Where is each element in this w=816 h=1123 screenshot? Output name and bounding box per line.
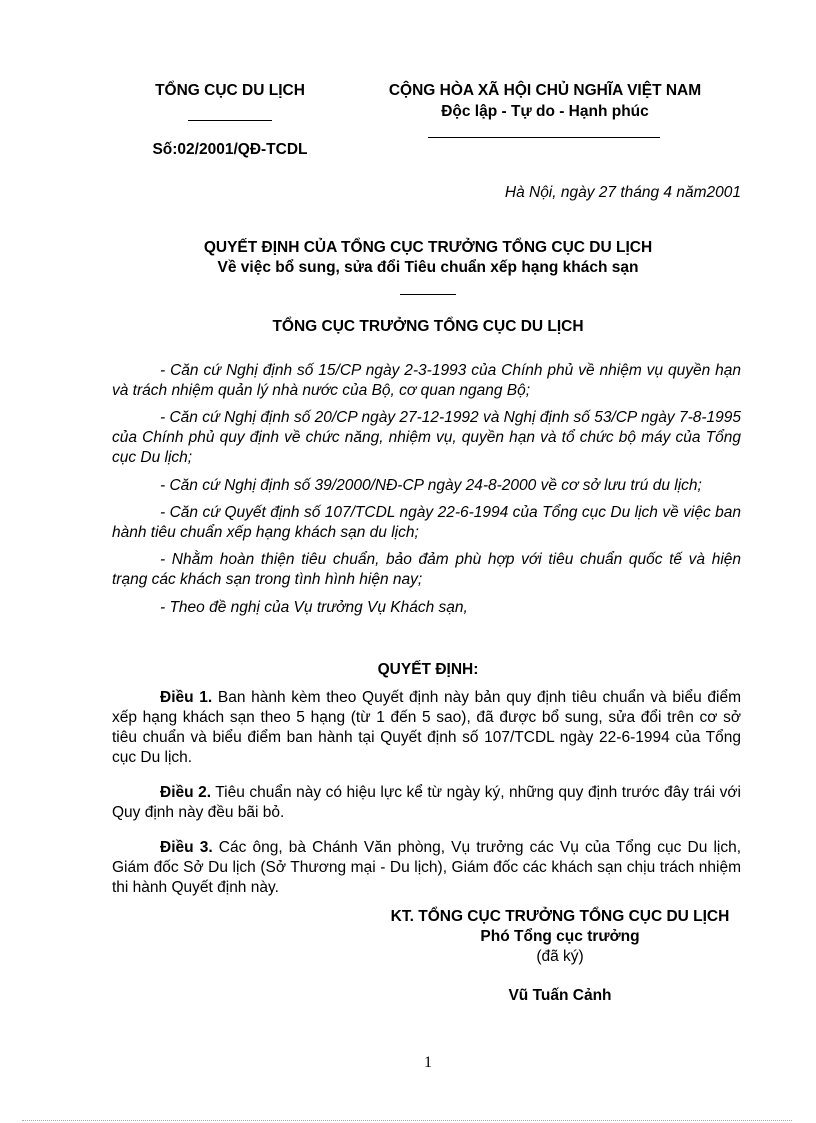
country-name: CỘNG HÒA XÃ HỘI CHỦ NGHĨA VIỆT NAM [388, 82, 702, 99]
basis-item: - Căn cứ Nghị định số 15/CP ngày 2-3-1993 của Chính phủ về nhiệm vụ quyền hạn và trách nhiệm quản lý nhà nước của Bộ, cơ quan ngang Bộ; [112, 362, 741, 399]
article-text: Ban hành kèm theo Quyết định này bản quy định tiêu chuẩn và biểu điểm xếp hạng khách sạn theo 5 hạng (từ 1 đến 5 sao), đã được bổ sung, sửa đổi trên cơ sở tiêu chuẩn và biểu điểm ban hành tại Quyết định số 107/TCDL ngày 22-6-1994 của Tổng cục Du lịch. [112, 689, 741, 766]
national-motto: Độc lập - Tự do - Hạnh phúc [441, 103, 649, 120]
agency-name: TỔNG CỤC DU LỊCH [155, 82, 305, 99]
decision-heading: QUYẾT ĐỊNH: [377, 661, 479, 678]
decision-title: QUYẾT ĐỊNH CỦA TỔNG CỤC TRƯỞNG TỔNG CỤC DU LỊCH [203, 239, 653, 256]
document-number: Số:02/2001/QĐ-TCDL [152, 141, 308, 158]
issue-date: Hà Nội, ngày 27 tháng 4 năm2001 [504, 184, 741, 201]
signature-status: (đã ký) [536, 948, 584, 965]
basis-item: - Căn cứ Nghị định số 39/2000/NĐ-CP ngày 24-8-2000 về cơ sở lưu trú du lịch; [160, 477, 702, 494]
title-divider [400, 294, 456, 295]
article-label: Điều 1. [160, 689, 213, 706]
signature-position: Phó Tổng cục trưởng [480, 928, 640, 945]
agency-underline [188, 120, 272, 121]
article-2 [112, 783, 741, 823]
motto-underline [428, 137, 660, 138]
basis-item: - Căn cứ Nghị định số 20/CP ngày 27-12-1992 và Nghị định số 53/CP ngày 7-8-1995 của Chính phủ quy định về chức năng, nhiệm vụ, quyền hạn và tổ chức bộ máy của Tổng cục Du lịch; [112, 409, 741, 466]
article-text: Tiêu chuẩn này có hiệu lực kể từ ngày ký, những quy định trước đây trái với Quy định này đều bãi bỏ. [112, 784, 741, 821]
signer-name: Vũ Tuấn Cảnh [508, 987, 612, 1004]
issuing-authority: TỔNG CỤC TRƯỞNG TỔNG CỤC DU LỊCH [272, 318, 584, 335]
decision-subject: Về việc bổ sung, sửa đổi Tiêu chuẩn xếp hạng khách sạn [217, 259, 639, 276]
article-label: Điều 3. [160, 839, 213, 856]
page-number: 1 [424, 1054, 432, 1071]
basis-item: - Theo đề nghị của Vụ trưởng Vụ Khách sạn, [160, 599, 468, 616]
page-bottom-border [22, 1120, 792, 1121]
basis-item: - Nhằm hoàn thiện tiêu chuẩn, bảo đảm phù hợp với tiêu chuẩn quốc tế và hiện trạng các khách sạn trong tình hình hiện nay; [112, 551, 741, 588]
signature-title: KT. TỔNG CỤC TRƯỞNG TỔNG CỤC DU LỊCH [390, 908, 730, 925]
article-1 [112, 688, 741, 768]
article-3 [112, 838, 741, 898]
basis-item: - Căn cứ Quyết định số 107/TCDL ngày 22-6-1994 của Tổng cục Du lịch về việc ban hành tiêu chuẩn xếp hạng khách sạn du lịch; [112, 504, 741, 541]
article-label: Điều 2. [160, 784, 212, 801]
article-text: Các ông, bà Chánh Văn phòng, Vụ trưởng các Vụ của Tổng cục Du lịch, Giám đốc Sở Du lịch (Sở Thương mại - Du lịch), Giám đốc các khách sạn chịu trách nhiệm thi hành Quyết định này. [112, 839, 742, 896]
